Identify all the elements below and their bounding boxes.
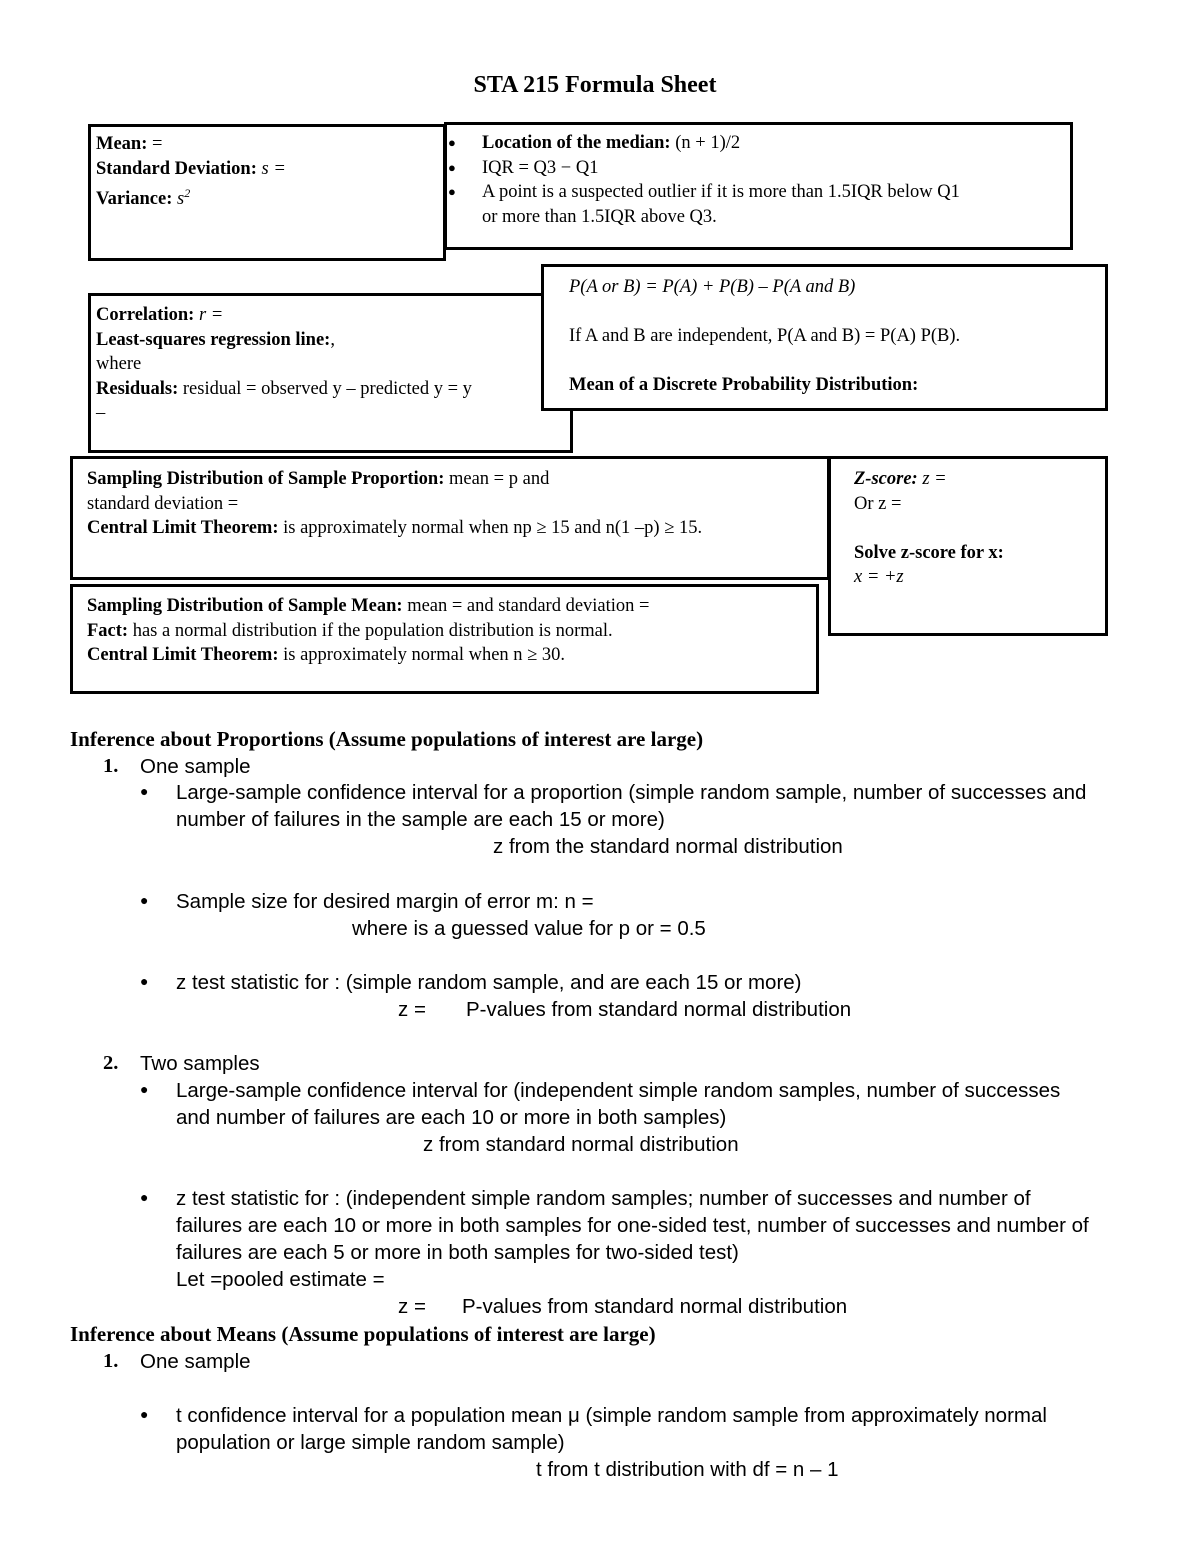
fact-text: has a normal distribution if the population distribution is normal. <box>128 620 613 641</box>
lsrl-label: Least-squares regression line: <box>96 329 331 350</box>
means-one-number: 1. <box>103 1350 119 1372</box>
two-sample-number: 2. <box>103 1052 119 1074</box>
mean-dist-label: Sampling Distribution of Sample Mean: <box>87 596 403 616</box>
sd-label: Standard Deviation: <box>96 158 257 179</box>
mean-value: = <box>147 134 163 154</box>
ci-two-line-2: and number of failures are each 10 or more in both samples) <box>176 1106 727 1129</box>
clt-prop-text: is approximately normal when np ≥ 15 and n(1 –p) ≥ 15. <box>278 518 703 538</box>
ci-prop-line-2: number of failures in the sample are each 15 or more) <box>176 808 665 831</box>
or-z: Or z = <box>854 493 902 514</box>
sample-size-line-1: Sample size for desired margin of error m: n = <box>176 890 594 913</box>
bullet-icon: ● <box>448 159 456 175</box>
sample-size-line-2: where is a guessed value for p or = 0.5 <box>352 917 706 940</box>
one-sample-label: One sample <box>140 755 251 778</box>
z-test-two-line-2: failures are each 10 or more in both samples for one-sided test, number of successes and number of <box>176 1214 1089 1237</box>
two-sample-label: Two samples <box>140 1052 260 1075</box>
ci-prop-line-3: z from the standard normal distribution <box>493 835 843 858</box>
lsrl-value: , <box>330 329 335 350</box>
descriptive-stats-text <box>96 132 286 210</box>
residuals-cont: – <box>96 403 106 423</box>
bullet-icon: ● <box>140 1191 149 1206</box>
bullet-icon: ● <box>140 894 149 909</box>
outlier-rule-1: A point is a suspected outlier if it is more than 1.5IQR below Q1 <box>482 182 960 202</box>
ci-two-line-1: Large-sample confidence interval for (independent simple random samples, number of successes <box>176 1079 1061 1102</box>
prop-dist-sd: standard deviation = <box>87 493 239 514</box>
residuals-value: residual = observed y – predicted y = y <box>182 378 472 399</box>
union-rule: P(A or B) = P(A) + P(B) – P(A and B) <box>569 277 856 297</box>
solve-label: Solve z-score for x: <box>854 542 1004 563</box>
ci-two-line-3: z from standard normal distribution <box>423 1133 739 1156</box>
t-ci-line-2: population or large simple random sample) <box>176 1431 565 1454</box>
fact-label: Fact: <box>87 620 129 641</box>
z-test-formula: z = <box>398 998 426 1021</box>
variance-label: Variance: <box>96 189 173 210</box>
variance-value: s <box>177 189 185 210</box>
sample-proportion-text <box>87 467 702 541</box>
bullet-icon: ● <box>448 184 456 199</box>
bullet-icon: ● <box>140 1408 149 1423</box>
median-value: (n + 1)/2 <box>670 133 741 153</box>
clt-mean-text: is approximately normal when n ≥ 30. <box>278 645 566 665</box>
outlier-rule-2: or more than 1.5IQR above Q3. <box>482 206 717 227</box>
mean-label: Mean: <box>96 134 148 154</box>
t-ci-line-3: t from t distribution with df = n – 1 <box>536 1458 839 1481</box>
one-sample-number: 1. <box>103 755 119 777</box>
page-title: STA 215 Formula Sheet <box>473 72 717 98</box>
proportions-heading: Inference about Proportions (Assume populations of interest are large) <box>70 727 704 751</box>
bullet-icon: ● <box>140 1083 149 1098</box>
median-label: Location of the median: <box>482 133 671 153</box>
z-test-line-1: z test statistic for : (simple random sample, and are each 15 or more) <box>176 971 802 994</box>
bullet-icon: ● <box>140 785 149 800</box>
independence-rule: If A and B are independent, P(A and B) = P(A) P(B). <box>569 326 961 346</box>
sd-value: s = <box>261 158 286 179</box>
ci-prop-line-1: Large-sample confidence interval for a proportion (simple random sample, number of successes and <box>176 781 1087 804</box>
clt-prop-label: Central Limit Theorem: <box>87 518 279 538</box>
means-one-label: One sample <box>140 1350 251 1373</box>
z-test-two-formula: z = <box>398 1295 426 1318</box>
where-text: where <box>96 354 142 374</box>
z-score-label: Z-score: <box>854 469 918 489</box>
iqr-formula: IQR = Q3 − Q1 <box>482 157 599 178</box>
sample-mean-text <box>87 594 649 668</box>
mean-dist-text: mean = and standard deviation = <box>402 596 650 616</box>
t-ci-line-1: t confidence interval for a population mean μ (simple random sample from approximately normal <box>176 1404 1047 1427</box>
means-heading: Inference about Means (Assume populations of interest are large) <box>70 1322 656 1346</box>
solve-value: x = +z <box>854 567 904 587</box>
prop-dist-label: Sampling Distribution of Sample Proportion: <box>87 469 445 489</box>
correlation-value: r = <box>198 305 224 325</box>
bullet-icon: ● <box>448 135 456 150</box>
z-test-two-line-4: Let =pooled estimate = <box>176 1268 385 1291</box>
correlation-text <box>96 303 472 426</box>
probability-text <box>569 275 960 398</box>
z-test-two-line-1: z test statistic for : (independent simple random samples; number of successes and number of <box>176 1187 1031 1210</box>
clt-mean-label: Central Limit Theorem: <box>87 645 279 665</box>
z-test-pvalues: P-values from standard normal distribution <box>466 998 852 1021</box>
median-iqr-text <box>448 131 960 229</box>
variance-exponent: 2 <box>184 186 191 200</box>
residuals-label: Residuals: <box>96 378 179 399</box>
correlation-label: Correlation: <box>96 305 195 325</box>
z-test-two-line-3: failures are each 5 or more in both samples for two-sided test) <box>176 1241 739 1264</box>
z-test-two-pvalues: P-values from standard normal distribution <box>462 1295 848 1318</box>
discrete-mean-label: Mean of a Discrete Probability Distribution: <box>569 375 919 395</box>
prop-dist-mean: mean = p and <box>444 469 550 489</box>
z-score-text <box>854 467 1004 590</box>
bullet-icon: ● <box>140 975 149 990</box>
z-score-value: z = <box>922 469 947 489</box>
